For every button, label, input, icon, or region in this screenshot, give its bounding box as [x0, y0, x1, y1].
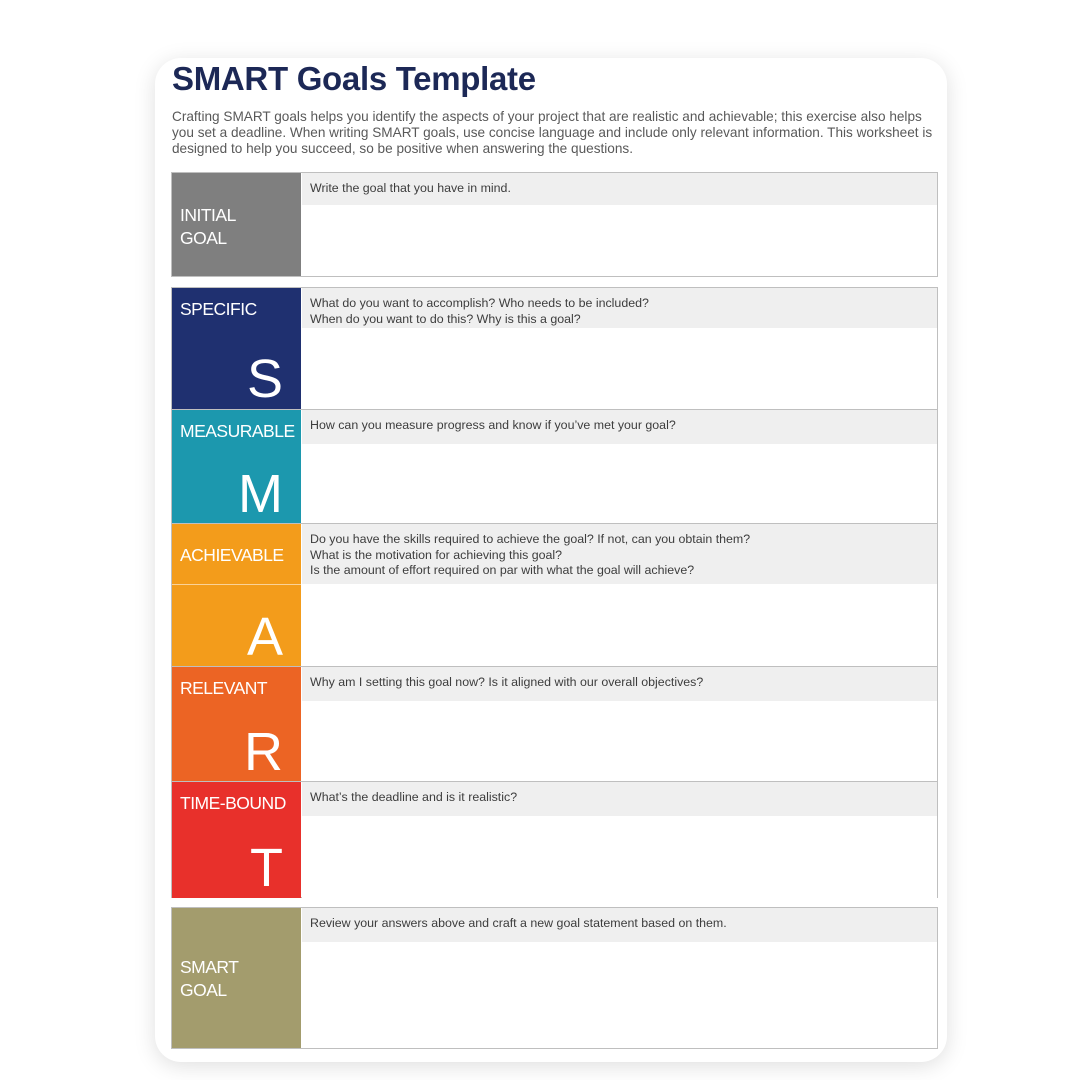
timebound-row: [172, 781, 937, 898]
relevant-row: [172, 666, 937, 782]
achievable-letter: A: [246, 607, 283, 667]
initial-goal-label: [172, 173, 301, 276]
initial-goal-label-line2: GOAL: [180, 228, 227, 248]
smart-goal-label: [172, 908, 301, 1048]
initial-goal-answer-field[interactable]: [302, 205, 937, 276]
relevant-prompt: [302, 667, 937, 701]
achievable-label-cell: [172, 524, 301, 667]
intro-paragraph: Crafting SMART goals helps you identify the aspects of your project that are realistic and achievable; this exercise also helps you set a deadline. When writing SMART goals, use concise language and include only relevant information. This worksheet is designed to help you succeed, so be positive when answering the questions.: [172, 109, 933, 156]
specific-row: [172, 288, 937, 409]
relevant-letter: R: [244, 722, 283, 782]
measurable-answer-field[interactable]: [302, 444, 937, 524]
measurable-letter: M: [238, 464, 283, 524]
page-title: SMART Goals Template: [172, 60, 536, 97]
smart-goal-label-line2: GOAL: [180, 980, 227, 1000]
prompt-line: Is the amount of effort required on par with what the goal will achieve?: [310, 563, 695, 577]
smart-goal-prompt: [302, 908, 937, 942]
timebound-label: TIME-BOUND: [180, 793, 286, 813]
initial-goal-section: [171, 172, 938, 277]
measurable-label-cell: [172, 410, 301, 524]
measurable-row: [172, 409, 937, 524]
initial-goal-prompt: [302, 173, 937, 205]
achievable-label: ACHIEVABLE: [180, 545, 284, 565]
smart-goal-answer-field[interactable]: [302, 942, 937, 1048]
specific-prompt: [302, 288, 937, 328]
achievable-row: [172, 523, 937, 667]
initial-goal-label-line1: INITIAL: [180, 205, 236, 225]
smart-goal-section: [171, 907, 938, 1049]
relevant-answer-field[interactable]: [302, 701, 937, 782]
prompt-line: Review your answers above and craft a new goal statement based on them.: [310, 916, 727, 930]
achievable-prompt: [302, 524, 937, 584]
measurable-label: MEASURABLE: [180, 421, 295, 441]
timebound-label-cell: [172, 782, 301, 898]
achievable-divider: [172, 584, 301, 585]
relevant-label: RELEVANT: [180, 678, 268, 698]
timebound-letter: T: [250, 838, 283, 898]
smart-goal-label-line1: SMART: [180, 957, 239, 977]
timebound-answer-field[interactable]: [302, 816, 937, 898]
prompt-line: When do you want to do this? Why is this a goal?: [310, 311, 581, 326]
specific-letter: S: [246, 349, 283, 409]
specific-label: SPECIFIC: [180, 299, 257, 319]
prompt-line: Do you have the skills required to achieve the goal? If not, can you obtain them?: [310, 532, 751, 546]
measurable-prompt: [302, 410, 937, 444]
specific-answer-field[interactable]: [302, 328, 937, 409]
prompt-line: What’s the deadline and is it realistic?: [310, 790, 518, 804]
timebound-prompt: [302, 782, 937, 816]
prompt-line: What is the motivation for achieving this goal?: [310, 547, 563, 562]
prompt-line: Why am I setting this goal now? Is it aligned with our overall objectives?: [310, 675, 704, 689]
prompt-line: Write the goal that you have in mind.: [310, 181, 511, 195]
relevant-label-cell: [172, 667, 301, 782]
specific-label-cell: [172, 288, 301, 409]
prompt-line: What do you want to accomplish? Who needs to be included?: [310, 296, 649, 310]
achievable-answer-field[interactable]: [302, 584, 937, 667]
prompt-line: How can you measure progress and know if you’ve met your goal?: [310, 418, 676, 432]
smart-section: [171, 287, 938, 898]
